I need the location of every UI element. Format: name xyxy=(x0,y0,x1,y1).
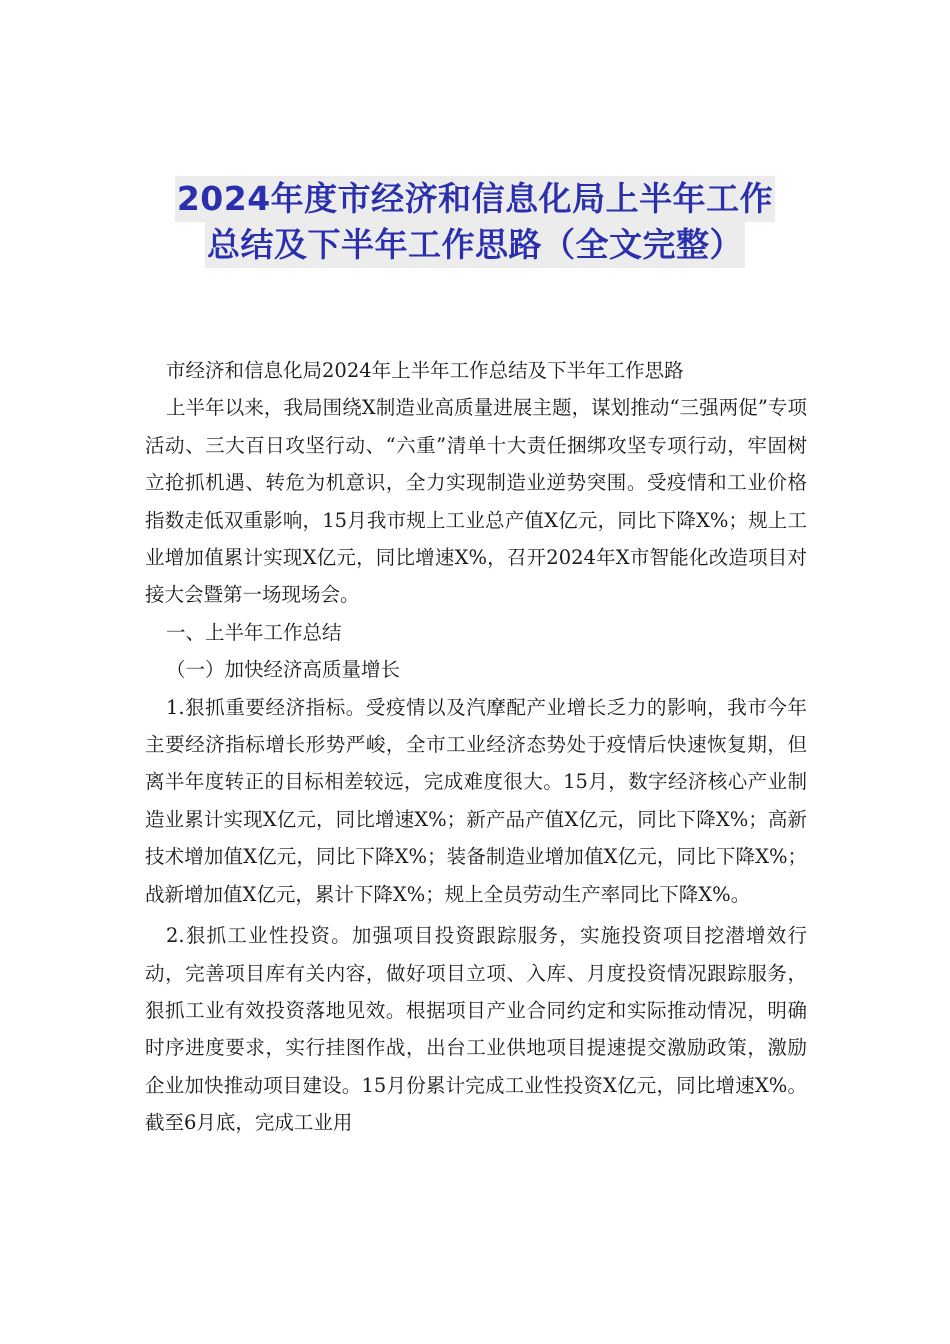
paragraph-intro: 上半年以来，我局围绕X制造业高质量进展主题，谋划推动“三强两促”专项活动、三大百日攻坚行动、“六重”清单十大责任捆绑攻坚专项行动，牢固树立抢抓机遇、转危为机意识，全力实现制造业逆势突围。受疫情和工业价格指数走低双重影响，15月我市规上工业总产值X亿元，同比下降X%；规上工业增加值累计实现X亿元，同比增速X%，召开2024年X市智能化改造项目对接大会暨第一场现场会。 xyxy=(145,396,807,607)
document-body xyxy=(145,352,807,1142)
paragraph-item-2: 2.狠抓工业性投资。加强项目投资跟踪服务，实施投资项目挖潜增效行动，完善项目库有关内容，做好项目立项、入库、月度投资情况跟踪服务，狠抓工业有效投资落地见效。根据项目产业合同约定和实际推动情况，明确时序进度要求，实行挂图作战，出台工业供地项目提速提交激励政策，激励企业加快推动项目建设。15月份累计完成工业性投资X亿元，同比增速X%。截至6月底，完成工业用 xyxy=(145,924,807,1135)
subsection-heading: （一）加快经济高质量增长 xyxy=(166,658,401,682)
section-heading: 一、上半年工作总结 xyxy=(166,620,342,644)
document-title xyxy=(0,176,950,268)
title-line-2: 总结及下半年工作思路（全文完整） xyxy=(205,222,745,268)
title-line-1: 2024年度市经济和信息化局上半年工作 xyxy=(175,176,775,222)
paragraph-item-1: 1.狠抓重要经济指标。受疫情以及汽摩配产业增长乏力的影响，我市今年主要经济指标增长形势严峻，全市工业经济态势处于疫情后快速恢复期，但离半年度转正的目标相差较远，完成难度很大。15月，数字经济核心产业制造业累计实现X亿元，同比增速X%；新产品产值X亿元，同比下降X%；高新技术增加值X亿元，同比下降X%；装备制造业增加值X亿元，同比下降X%；战新增加值X亿元，累计下降X%；规上全员劳动生产率同比下降X%。 xyxy=(145,695,807,906)
paragraph-subtitle: 市经济和信息化局2024年上半年工作总结及下半年工作思路 xyxy=(166,359,684,382)
